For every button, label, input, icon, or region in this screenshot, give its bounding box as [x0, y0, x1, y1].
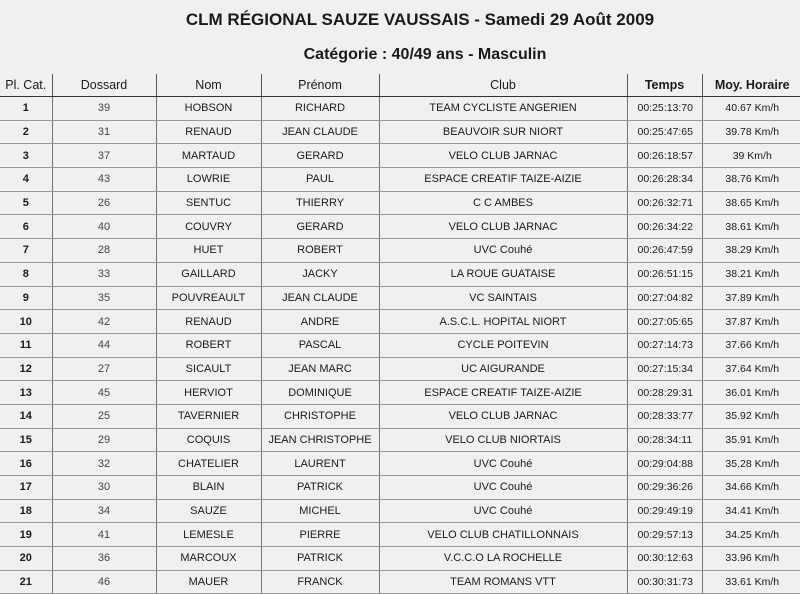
- table-row: [0, 215, 800, 239]
- cell-dossard: 30: [52, 476, 156, 500]
- cell-nom: ROBERT: [156, 333, 261, 357]
- cell-dossard: 28: [52, 239, 156, 263]
- cell-dossard: 40: [52, 215, 156, 239]
- cell-nom: CHATELIER: [156, 452, 261, 476]
- table-row: [0, 286, 800, 310]
- cell-prenom: JACKY: [261, 262, 379, 286]
- cell-moy: 37.87 Km/h: [702, 310, 800, 334]
- cell-temps: 00:27:04:82: [627, 286, 702, 310]
- cell-club: TEAM ROMANS VTT: [379, 570, 627, 594]
- table-row: [0, 97, 800, 121]
- table-row: [0, 144, 800, 168]
- cell-pl: 16: [0, 452, 52, 476]
- cell-nom: COQUIS: [156, 428, 261, 452]
- header-dossard: Dossard: [52, 74, 156, 97]
- cell-moy: 38.65 Km/h: [702, 191, 800, 215]
- cell-pl: 4: [0, 168, 52, 192]
- header-club: Club: [379, 74, 627, 97]
- cell-pl: 18: [0, 499, 52, 523]
- cell-dossard: 41: [52, 523, 156, 547]
- results-table: [0, 74, 800, 594]
- cell-dossard: 46: [52, 570, 156, 594]
- cell-temps: 00:29:49:19: [627, 499, 702, 523]
- category-subtitle: Catégorie : 40/49 ans - Masculin: [303, 46, 547, 63]
- cell-pl: 9: [0, 286, 52, 310]
- cell-prenom: MICHEL: [261, 499, 379, 523]
- cell-nom: GAILLARD: [156, 262, 261, 286]
- cell-club: VC SAINTAIS: [379, 286, 627, 310]
- table-row: [0, 499, 800, 523]
- cell-club: C C AMBES: [379, 191, 627, 215]
- cell-prenom: JEAN CLAUDE: [261, 120, 379, 144]
- cell-prenom: THIERRY: [261, 191, 379, 215]
- cell-dossard: 29: [52, 428, 156, 452]
- cell-pl: 12: [0, 357, 52, 381]
- header-pl-cat: Pl. Cat.: [0, 74, 52, 97]
- cell-moy: 35.92 Km/h: [702, 404, 800, 428]
- cell-prenom: PATRICK: [261, 476, 379, 500]
- cell-temps: 00:29:36:26: [627, 476, 702, 500]
- cell-prenom: GERARD: [261, 215, 379, 239]
- cell-dossard: 37: [52, 144, 156, 168]
- cell-pl: 21: [0, 570, 52, 594]
- cell-nom: LOWRIE: [156, 168, 261, 192]
- cell-club: VELO CLUB CHATILLONNAIS: [379, 523, 627, 547]
- table-row: [0, 262, 800, 286]
- cell-prenom: LAURENT: [261, 452, 379, 476]
- cell-pl: 17: [0, 476, 52, 500]
- cell-nom: SAUZE: [156, 499, 261, 523]
- cell-club: BEAUVOIR SUR NIORT: [379, 120, 627, 144]
- cell-dossard: 27: [52, 357, 156, 381]
- cell-prenom: CHRISTOPHE: [261, 404, 379, 428]
- cell-pl: 8: [0, 262, 52, 286]
- cell-nom: RENAUD: [156, 310, 261, 334]
- cell-temps: 00:29:04:88: [627, 452, 702, 476]
- cell-nom: MARTAUD: [156, 144, 261, 168]
- cell-prenom: ROBERT: [261, 239, 379, 263]
- cell-moy: 37.64 Km/h: [702, 357, 800, 381]
- cell-pl: 13: [0, 381, 52, 405]
- cell-temps: 00:28:29:31: [627, 381, 702, 405]
- table-row: [0, 357, 800, 381]
- cell-dossard: 25: [52, 404, 156, 428]
- cell-club: UVC Couhé: [379, 476, 627, 500]
- cell-club: ESPACE CREATIF TAIZE-AIZIE: [379, 168, 627, 192]
- cell-pl: 15: [0, 428, 52, 452]
- header-prenom: Prénom: [261, 74, 379, 97]
- cell-prenom: PASCAL: [261, 333, 379, 357]
- cell-nom: MAUER: [156, 570, 261, 594]
- cell-temps: 00:26:51:15: [627, 262, 702, 286]
- cell-dossard: 42: [52, 310, 156, 334]
- cell-dossard: 44: [52, 333, 156, 357]
- cell-club: V.C.C.O LA ROCHELLE: [379, 547, 627, 571]
- cell-temps: 00:28:34:11: [627, 428, 702, 452]
- cell-dossard: 36: [52, 547, 156, 571]
- table-row: [0, 120, 800, 144]
- cell-temps: 00:25:47:65: [627, 120, 702, 144]
- cell-nom: RENAUD: [156, 120, 261, 144]
- cell-moy: 38.76 Km/h: [702, 168, 800, 192]
- cell-pl: 6: [0, 215, 52, 239]
- cell-moy: 37.66 Km/h: [702, 333, 800, 357]
- cell-club: UVC Couhé: [379, 499, 627, 523]
- table-row: [0, 404, 800, 428]
- cell-club: TEAM CYCLISTE ANGERIEN: [379, 97, 627, 121]
- cell-pl: 10: [0, 310, 52, 334]
- cell-nom: HOBSON: [156, 97, 261, 121]
- cell-moy: 38.61 Km/h: [702, 215, 800, 239]
- cell-dossard: 45: [52, 381, 156, 405]
- table-row: [0, 523, 800, 547]
- cell-moy: 36.01 Km/h: [702, 381, 800, 405]
- cell-nom: COUVRY: [156, 215, 261, 239]
- cell-club: VELO CLUB JARNAC: [379, 215, 627, 239]
- page-title: CLM RÉGIONAL SAUZE VAUSSAIS - Samedi 29 Août 2009: [185, 10, 655, 29]
- cell-moy: 40.67 Km/h: [702, 97, 800, 121]
- cell-temps: 00:27:05:65: [627, 310, 702, 334]
- cell-moy: 39.78 Km/h: [702, 120, 800, 144]
- table-row: [0, 168, 800, 192]
- cell-nom: SENTUC: [156, 191, 261, 215]
- cell-dossard: 26: [52, 191, 156, 215]
- cell-prenom: JEAN MARC: [261, 357, 379, 381]
- cell-pl: 11: [0, 333, 52, 357]
- cell-moy: 35.28 Km/h: [702, 452, 800, 476]
- header-moy-horaire: Moy. Horaire: [702, 74, 800, 97]
- cell-club: ESPACE CREATIF TAIZE-AIZIE: [379, 381, 627, 405]
- cell-temps: 00:29:57:13: [627, 523, 702, 547]
- cell-prenom: PIERRE: [261, 523, 379, 547]
- cell-temps: 00:26:34:22: [627, 215, 702, 239]
- cell-pl: 7: [0, 239, 52, 263]
- table-row: [0, 428, 800, 452]
- cell-temps: 00:28:33:77: [627, 404, 702, 428]
- cell-prenom: ANDRE: [261, 310, 379, 334]
- cell-pl: 5: [0, 191, 52, 215]
- cell-moy: 38.29 Km/h: [702, 239, 800, 263]
- cell-nom: SICAULT: [156, 357, 261, 381]
- cell-club: VELO CLUB JARNAC: [379, 404, 627, 428]
- cell-temps: 00:26:47:59: [627, 239, 702, 263]
- cell-moy: 39 Km/h: [702, 144, 800, 168]
- cell-moy: 34.66 Km/h: [702, 476, 800, 500]
- cell-prenom: PAUL: [261, 168, 379, 192]
- cell-club: UVC Couhé: [379, 239, 627, 263]
- cell-moy: 33.96 Km/h: [702, 547, 800, 571]
- cell-nom: TAVERNIER: [156, 404, 261, 428]
- cell-prenom: JEAN CHRISTOPHE: [261, 428, 379, 452]
- cell-nom: POUVREAULT: [156, 286, 261, 310]
- cell-club: UVC Couhé: [379, 452, 627, 476]
- cell-club: CYCLE POITEVIN: [379, 333, 627, 357]
- table-row: [0, 310, 800, 334]
- cell-moy: 35.91 Km/h: [702, 428, 800, 452]
- cell-dossard: 43: [52, 168, 156, 192]
- header-temps: Temps: [627, 74, 702, 97]
- cell-temps: 00:27:14:73: [627, 333, 702, 357]
- cell-prenom: FRANCK: [261, 570, 379, 594]
- cell-temps: 00:25:13:70: [627, 97, 702, 121]
- table-row: [0, 547, 800, 571]
- results-body: [0, 97, 800, 594]
- cell-prenom: DOMINIQUE: [261, 381, 379, 405]
- cell-dossard: 39: [52, 97, 156, 121]
- cell-nom: LEMESLE: [156, 523, 261, 547]
- cell-nom: MARCOUX: [156, 547, 261, 571]
- cell-dossard: 32: [52, 452, 156, 476]
- table-row: [0, 191, 800, 215]
- cell-temps: 00:30:31:73: [627, 570, 702, 594]
- cell-temps: 00:26:18:57: [627, 144, 702, 168]
- cell-nom: BLAIN: [156, 476, 261, 500]
- cell-pl: 19: [0, 523, 52, 547]
- cell-club: LA ROUE GUATAISE: [379, 262, 627, 286]
- table-row: [0, 570, 800, 594]
- header-nom: Nom: [156, 74, 261, 97]
- table-row: [0, 452, 800, 476]
- cell-dossard: 34: [52, 499, 156, 523]
- cell-dossard: 31: [52, 120, 156, 144]
- cell-moy: 34.25 Km/h: [702, 523, 800, 547]
- cell-pl: 20: [0, 547, 52, 571]
- cell-temps: 00:26:28:34: [627, 168, 702, 192]
- cell-temps: 00:30:12:63: [627, 547, 702, 571]
- table-row: [0, 333, 800, 357]
- cell-club: VELO CLUB JARNAC: [379, 144, 627, 168]
- cell-temps: 00:26:32:71: [627, 191, 702, 215]
- cell-club: VELO CLUB NIORTAIS: [379, 428, 627, 452]
- cell-dossard: 33: [52, 262, 156, 286]
- cell-pl: 2: [0, 120, 52, 144]
- cell-club: UC AIGURANDE: [379, 357, 627, 381]
- cell-temps: 00:27:15:34: [627, 357, 702, 381]
- cell-prenom: PATRICK: [261, 547, 379, 571]
- cell-nom: HUET: [156, 239, 261, 263]
- table-header-row: [0, 74, 800, 97]
- cell-prenom: GERARD: [261, 144, 379, 168]
- cell-prenom: JEAN CLAUDE: [261, 286, 379, 310]
- table-row: [0, 239, 800, 263]
- table-row: [0, 381, 800, 405]
- cell-pl: 1: [0, 97, 52, 121]
- cell-pl: 14: [0, 404, 52, 428]
- cell-moy: 37.89 Km/h: [702, 286, 800, 310]
- cell-prenom: RICHARD: [261, 97, 379, 121]
- table-row: [0, 476, 800, 500]
- cell-club: A.S.C.L. HOPITAL NIORT: [379, 310, 627, 334]
- cell-moy: 38.21 Km/h: [702, 262, 800, 286]
- cell-moy: 34.41 Km/h: [702, 499, 800, 523]
- cell-nom: HERVIOT: [156, 381, 261, 405]
- cell-dossard: 35: [52, 286, 156, 310]
- cell-moy: 33.61 Km/h: [702, 570, 800, 594]
- cell-pl: 3: [0, 144, 52, 168]
